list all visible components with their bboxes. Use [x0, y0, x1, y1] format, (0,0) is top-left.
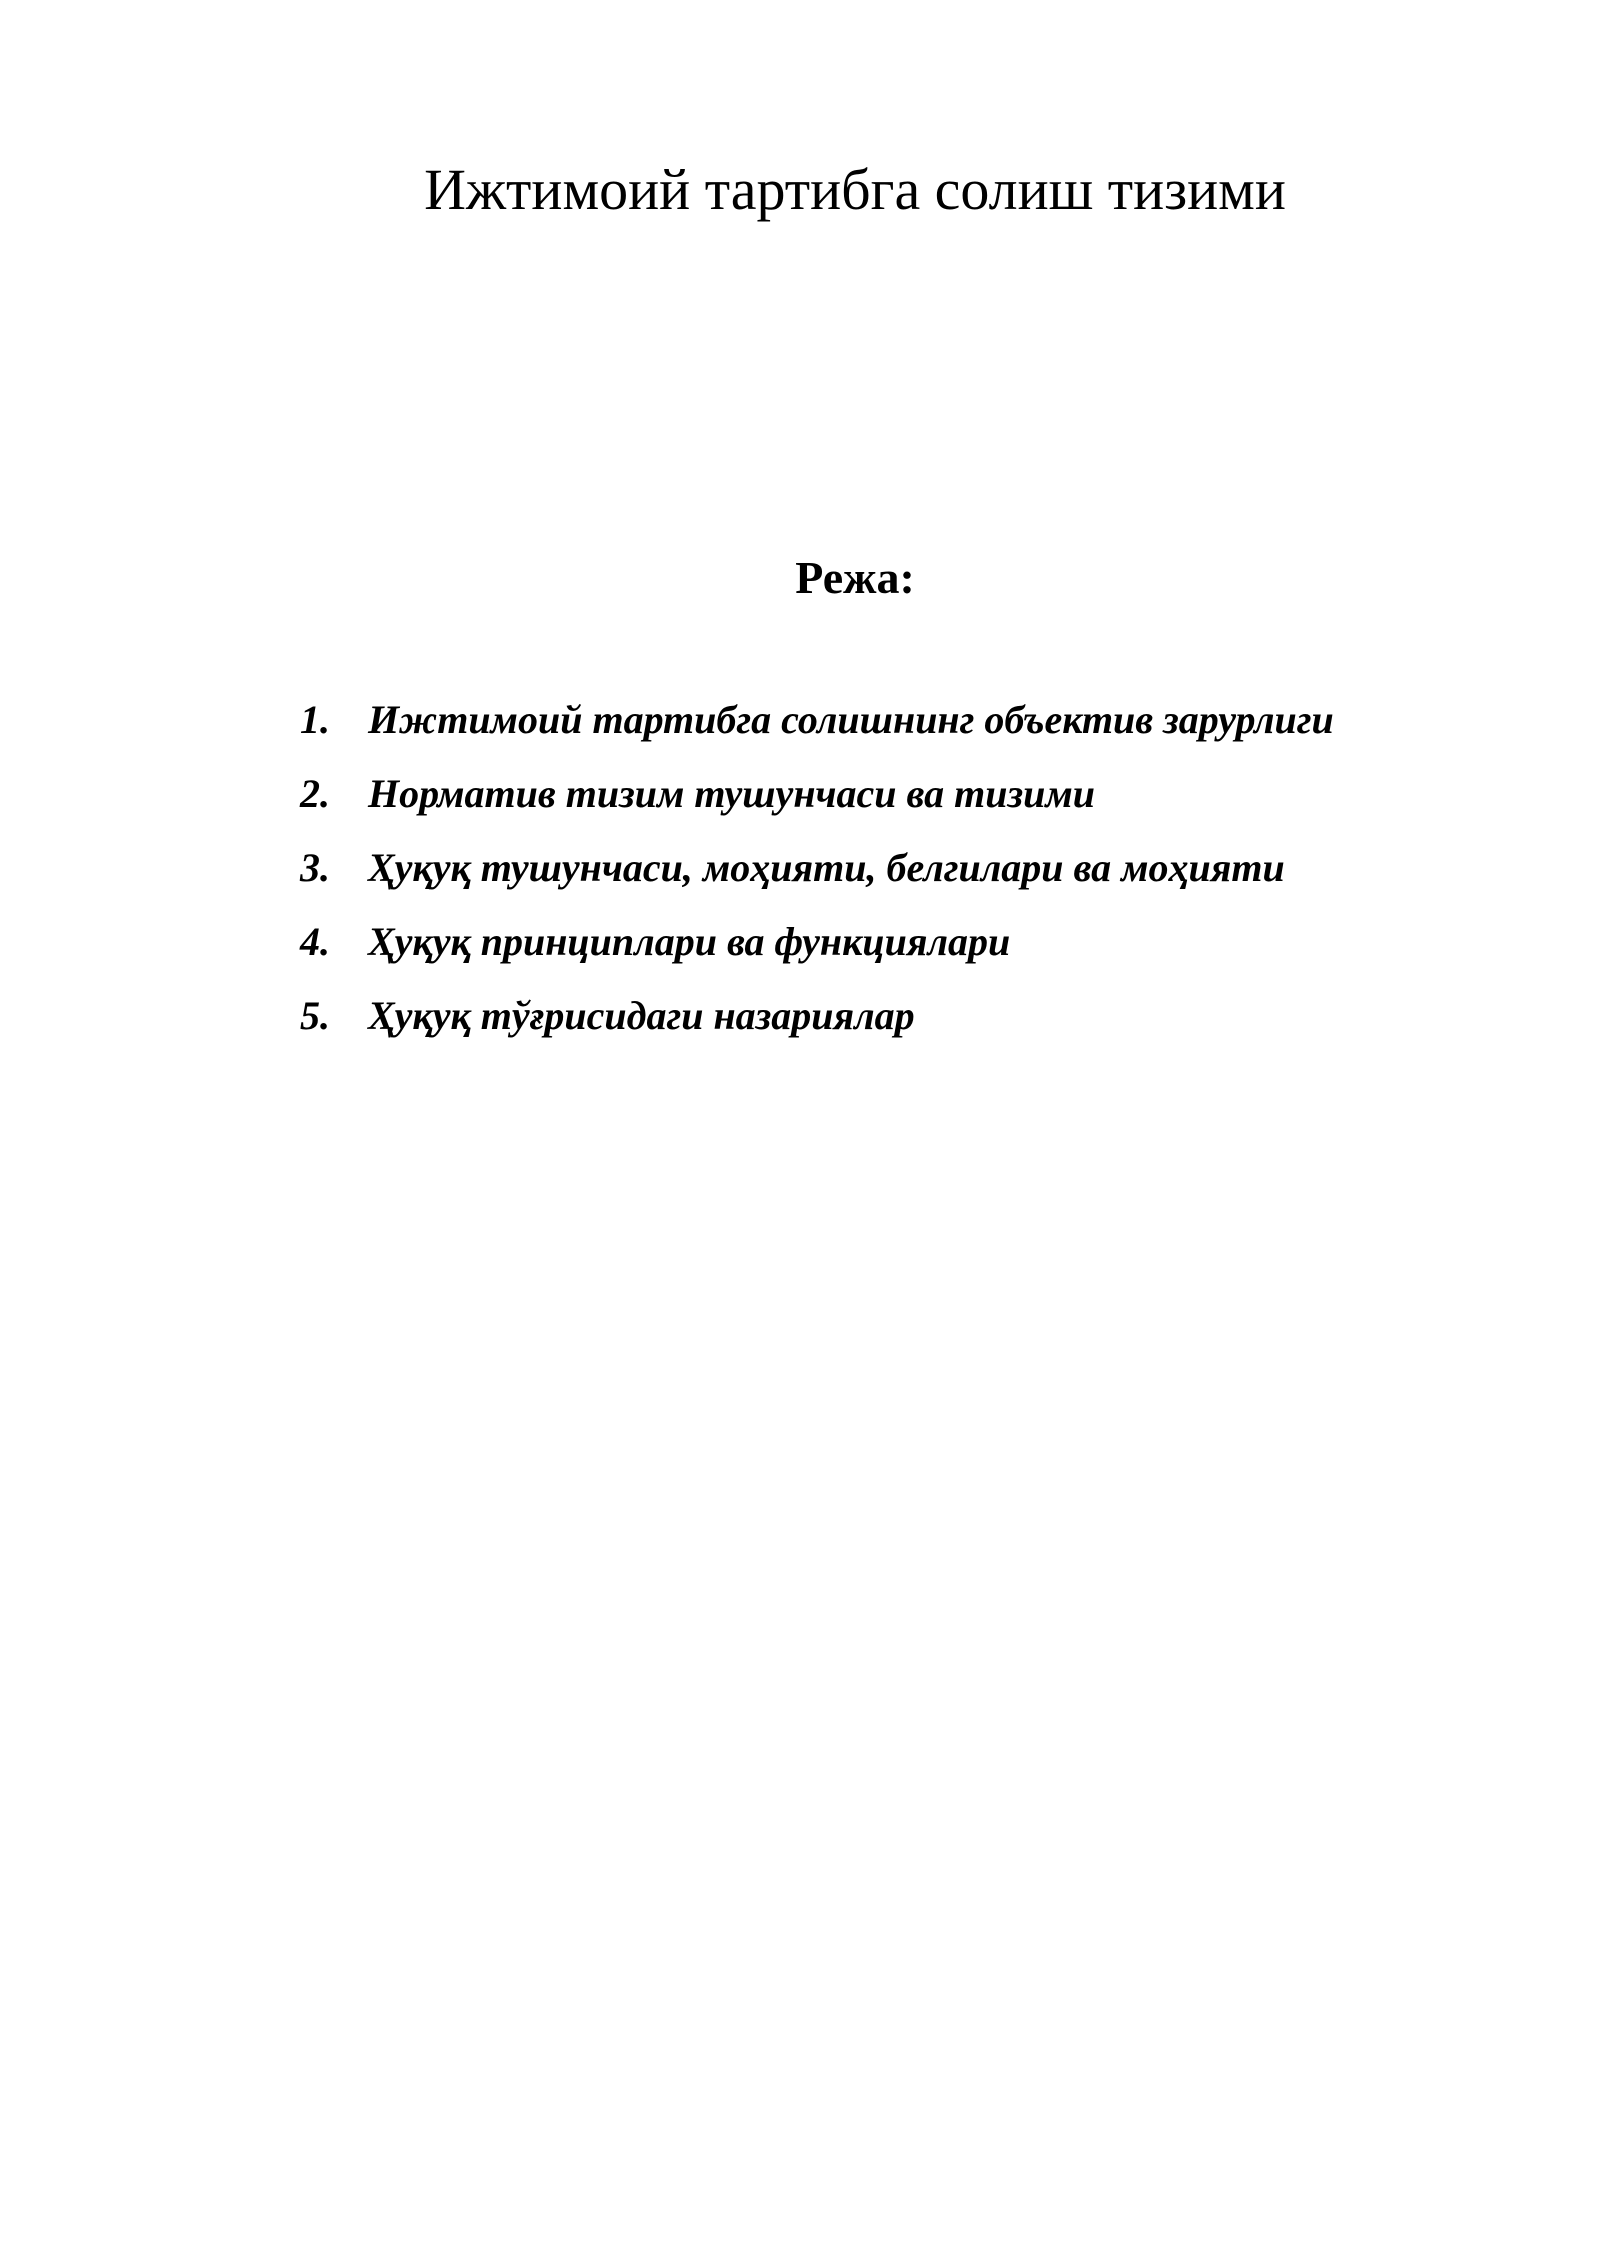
plan-item-3 [300, 842, 1500, 916]
plan-item-number: 3. [300, 845, 330, 890]
plan-item-number: 1. [300, 697, 330, 742]
plan-item-text: Ижтимоий тартибга солишнинг объектив зарурлиги [368, 697, 1334, 742]
plan-item-text: Ҳуқуқ принциплари ва функциялари [368, 919, 1011, 964]
plan-item-number: 4. [300, 919, 330, 964]
plan-heading: Режа: [795, 552, 915, 603]
plan-item-5 [300, 990, 1500, 1064]
plan-item-1 [300, 694, 1500, 768]
page-title: Ижтимоий тартибга солиш тизими [424, 157, 1286, 222]
plan-item-2 [300, 768, 1500, 842]
plan-item-text: Норматив тизим тушунчаси ва тизими [368, 771, 1095, 816]
plan-item-text: Ҳуқуқ тушунчаси, моҳияти, белгилари ва моҳияти [368, 845, 1285, 890]
plan-item-4 [300, 916, 1500, 990]
plan-list [300, 694, 1500, 1064]
plan-item-number: 5. [300, 993, 330, 1038]
plan-item-number: 2. [300, 771, 330, 816]
plan-item-text: Ҳуқуқ тўғрисидаги назариялар [368, 993, 915, 1038]
